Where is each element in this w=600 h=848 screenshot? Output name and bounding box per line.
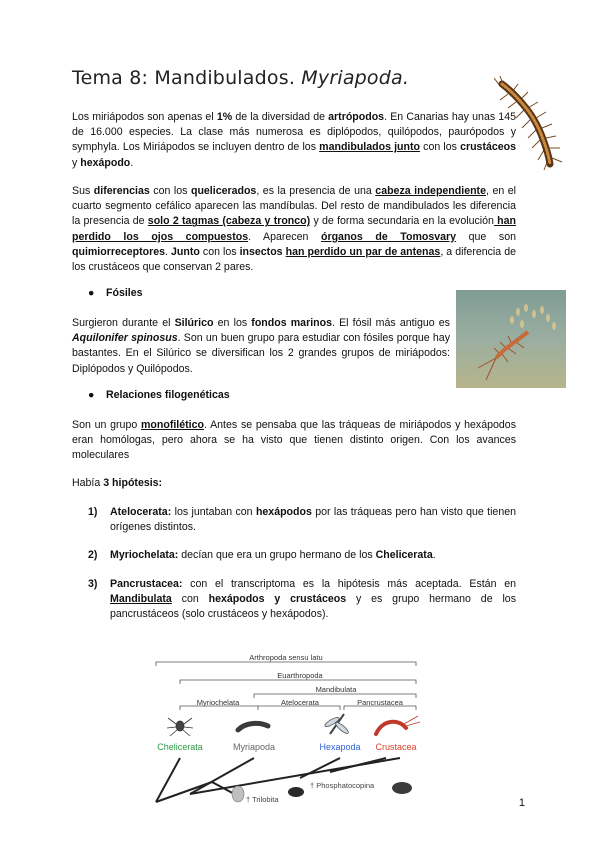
bracket-euarthropoda	[180, 680, 416, 684]
bracket-arthropoda	[156, 662, 416, 666]
taxon-chelicerata: Chelicerata	[157, 742, 203, 752]
label-myriochelata: Myriochelata	[196, 698, 240, 707]
hypothesis-item-1: 1) Atelocerata: los juntaban con hexápodos por las tráqueas pero han visto que tienen orígenes distintos.	[88, 506, 517, 534]
hypothesis-intro: Había 3 hipótesis:	[72, 477, 163, 489]
taxon-hexapoda: Hexapoda	[319, 742, 361, 752]
title-italic: Myriapoda.	[301, 67, 410, 89]
fossil-crustacean-icon	[392, 782, 412, 794]
dragonfly-icon	[324, 714, 350, 735]
differences-paragraph: Sus diferencias con los quelicerados, es la presencia de una cabeza independiente, en el cuarto segmento cefálico aparecen las mandíbulas. Del resto de mandibulados les diferencia la presencia de solo 2 tagmas (cabeza y tronco) y de forma secundaria en la evolución han perdido los ojos compuestos. Aparecen órganos de Tomosvary que son quimiorreceptores. Junto con los insectos han perdido un par de antenas, a diferencia de los crustáceos que conservan 2 pares.	[72, 185, 517, 274]
taxon-crustacea: Crustacea	[375, 742, 417, 752]
bullet-dot: ●	[88, 287, 95, 299]
page-number: 1	[518, 797, 525, 809]
label-arthropoda: Arthropoda sensu latu	[249, 654, 323, 662]
label-atelocerata: Atelocerata	[281, 698, 319, 707]
taxon-myriapoda: Myriapoda	[232, 742, 276, 752]
phylo-heading: ● Relaciones filogenéticas	[88, 389, 230, 401]
spider-icon	[167, 718, 193, 736]
shrimp-icon	[376, 716, 420, 734]
millipede-icon	[238, 723, 268, 730]
label-euarthropoda: Euarthropoda	[277, 671, 323, 680]
label-pancrustacea: Pancrustacea	[357, 698, 403, 707]
hypothesis-item-3: 3) Pancrustacea: con el transcriptoma es la hipótesis más aceptada. Están en Mandibulata con hexápodos y crustáceos y es grupo hermano de los pancrustáceos (solo crustáceos y hexápodos).	[88, 578, 516, 621]
phylo-paragraph: Son un grupo monofilético. Antes se pensaba que las tráqueas de miriápodos y hexápodos eran homólogas, pero ahora se ha visto que tienen distinto origen. Con los avances moleculares	[72, 419, 516, 462]
fossil-photo	[456, 290, 566, 388]
ostracod-icon	[288, 787, 304, 797]
label-phosphatocopina: † Phosphatocopina	[310, 781, 375, 790]
fossils-heading: ● Fósiles	[88, 287, 143, 299]
intro-paragraph: Los miriápodos son apenas el 1% de la diversidad de artrópodos. En Canarias hay unas 145 de 16.000 especies. La clase más numerosa es diplópodos, quilópodos, paurópodos y symphyla. Los Miriápodos se incluyen dentro de los mandibulados junto con los crustáceos y hexápodo.	[72, 111, 517, 169]
fossils-paragraph: Surgieron durante el Silúrico en los fondos marinos. El fósil más antiguo es Aquilonifer spinosus. Son un buen grupo para estudiar con fósiles porque hay bastantes. En el Silúrico se diversifican los 2 grandes grupos de miriápodos: Diplópodos y Quilópodos.	[72, 317, 450, 375]
trilobite-icon	[232, 786, 244, 802]
label-mandibulata: Mandibulata	[315, 685, 357, 694]
bullet-dot: ●	[88, 389, 95, 401]
label-trilobita: † Trilobita	[246, 795, 279, 804]
phylogeny-diagram	[150, 654, 430, 810]
title-main: Tema 8: Mandibulados.	[72, 67, 302, 89]
hypothesis-item-2: 2) Myriochelata: decían que era un grupo hermano de los Chelicerata.	[88, 549, 436, 561]
page-title	[72, 67, 409, 89]
